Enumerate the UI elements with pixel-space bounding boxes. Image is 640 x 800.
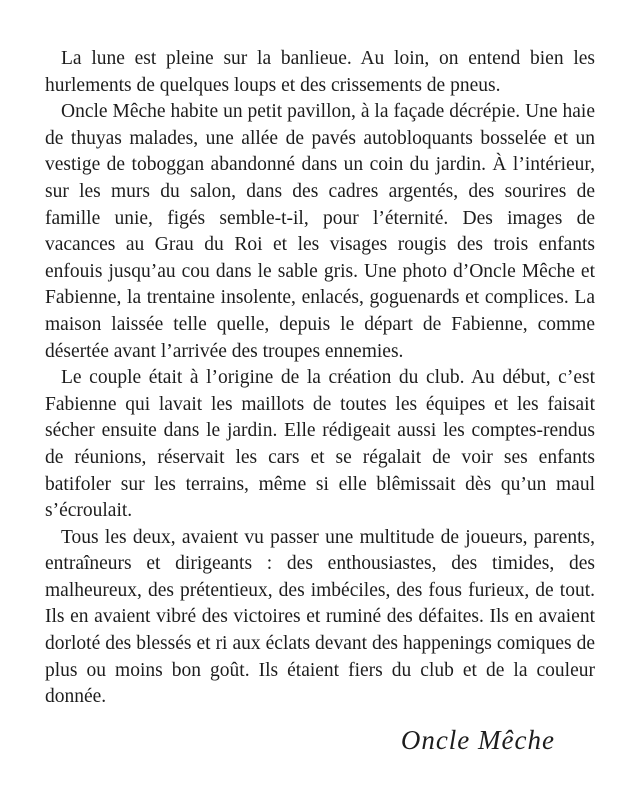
paragraph-2: Oncle Mêche habite un petit pavillon, à la façade décrépie. Une haie de thuyas malades, une allée de pavés autobloquants bosselée et un vestige de toboggan abandonné dans un coin du jardin. À l’intérieur, sur les murs du salon, dans des cadres argentés, des sourires de famille unie, figés semble-t-il, pour l’éternité. Des images de vacances au Grau du Roi et les visages rougis des trois enfants enfouis jusqu’au cou dans le sable gris. Une photo d’Oncle Mêche et Fabienne, la trentaine insolente, enlacés, goguenards et complices. La maison laissée telle quelle, depuis le départ de Fabienne, comme désertée avant l’arrivée des troupes ennemies. — [45, 101, 595, 362]
text-block — [45, 46, 595, 711]
author-signature: Oncle Mêche — [400, 724, 555, 755]
paragraph-3: Le couple était à l’origine de la création du club. Au début, c’est Fabienne qui lavait les maillots de toutes les équipes et les faisait sécher ensuite dans le jardin. Elle rédigeait aussi les comptes-rendus de réunions, réservait les cars et se régalait de voir ses enfants batifoler sur les terrains, même si elle blêmissait dès qu’un maul s’écroulait. — [45, 367, 595, 522]
paragraph-4: Tous les deux, avaient vu passer une multitude de joueurs, parents, entraîneurs et dirigeants : des enthousiastes, des timides, des malheureux, des prétentieux, des imbéciles, des fous furieux, de tout. Ils en avaient vibré des victoires et ruminé des défaites. Ils en avaient dorloté des blessés et ri aux éclats devant des happenings comiques de plus ou moins bon goût. Ils étaient fiers du club et de la couleur donnée. — [45, 526, 595, 708]
paragraph-1: La lune est pleine sur la banlieue. Au loin, on entend bien les hurlements de quelques loups et des crissements de pneus. — [45, 48, 595, 96]
